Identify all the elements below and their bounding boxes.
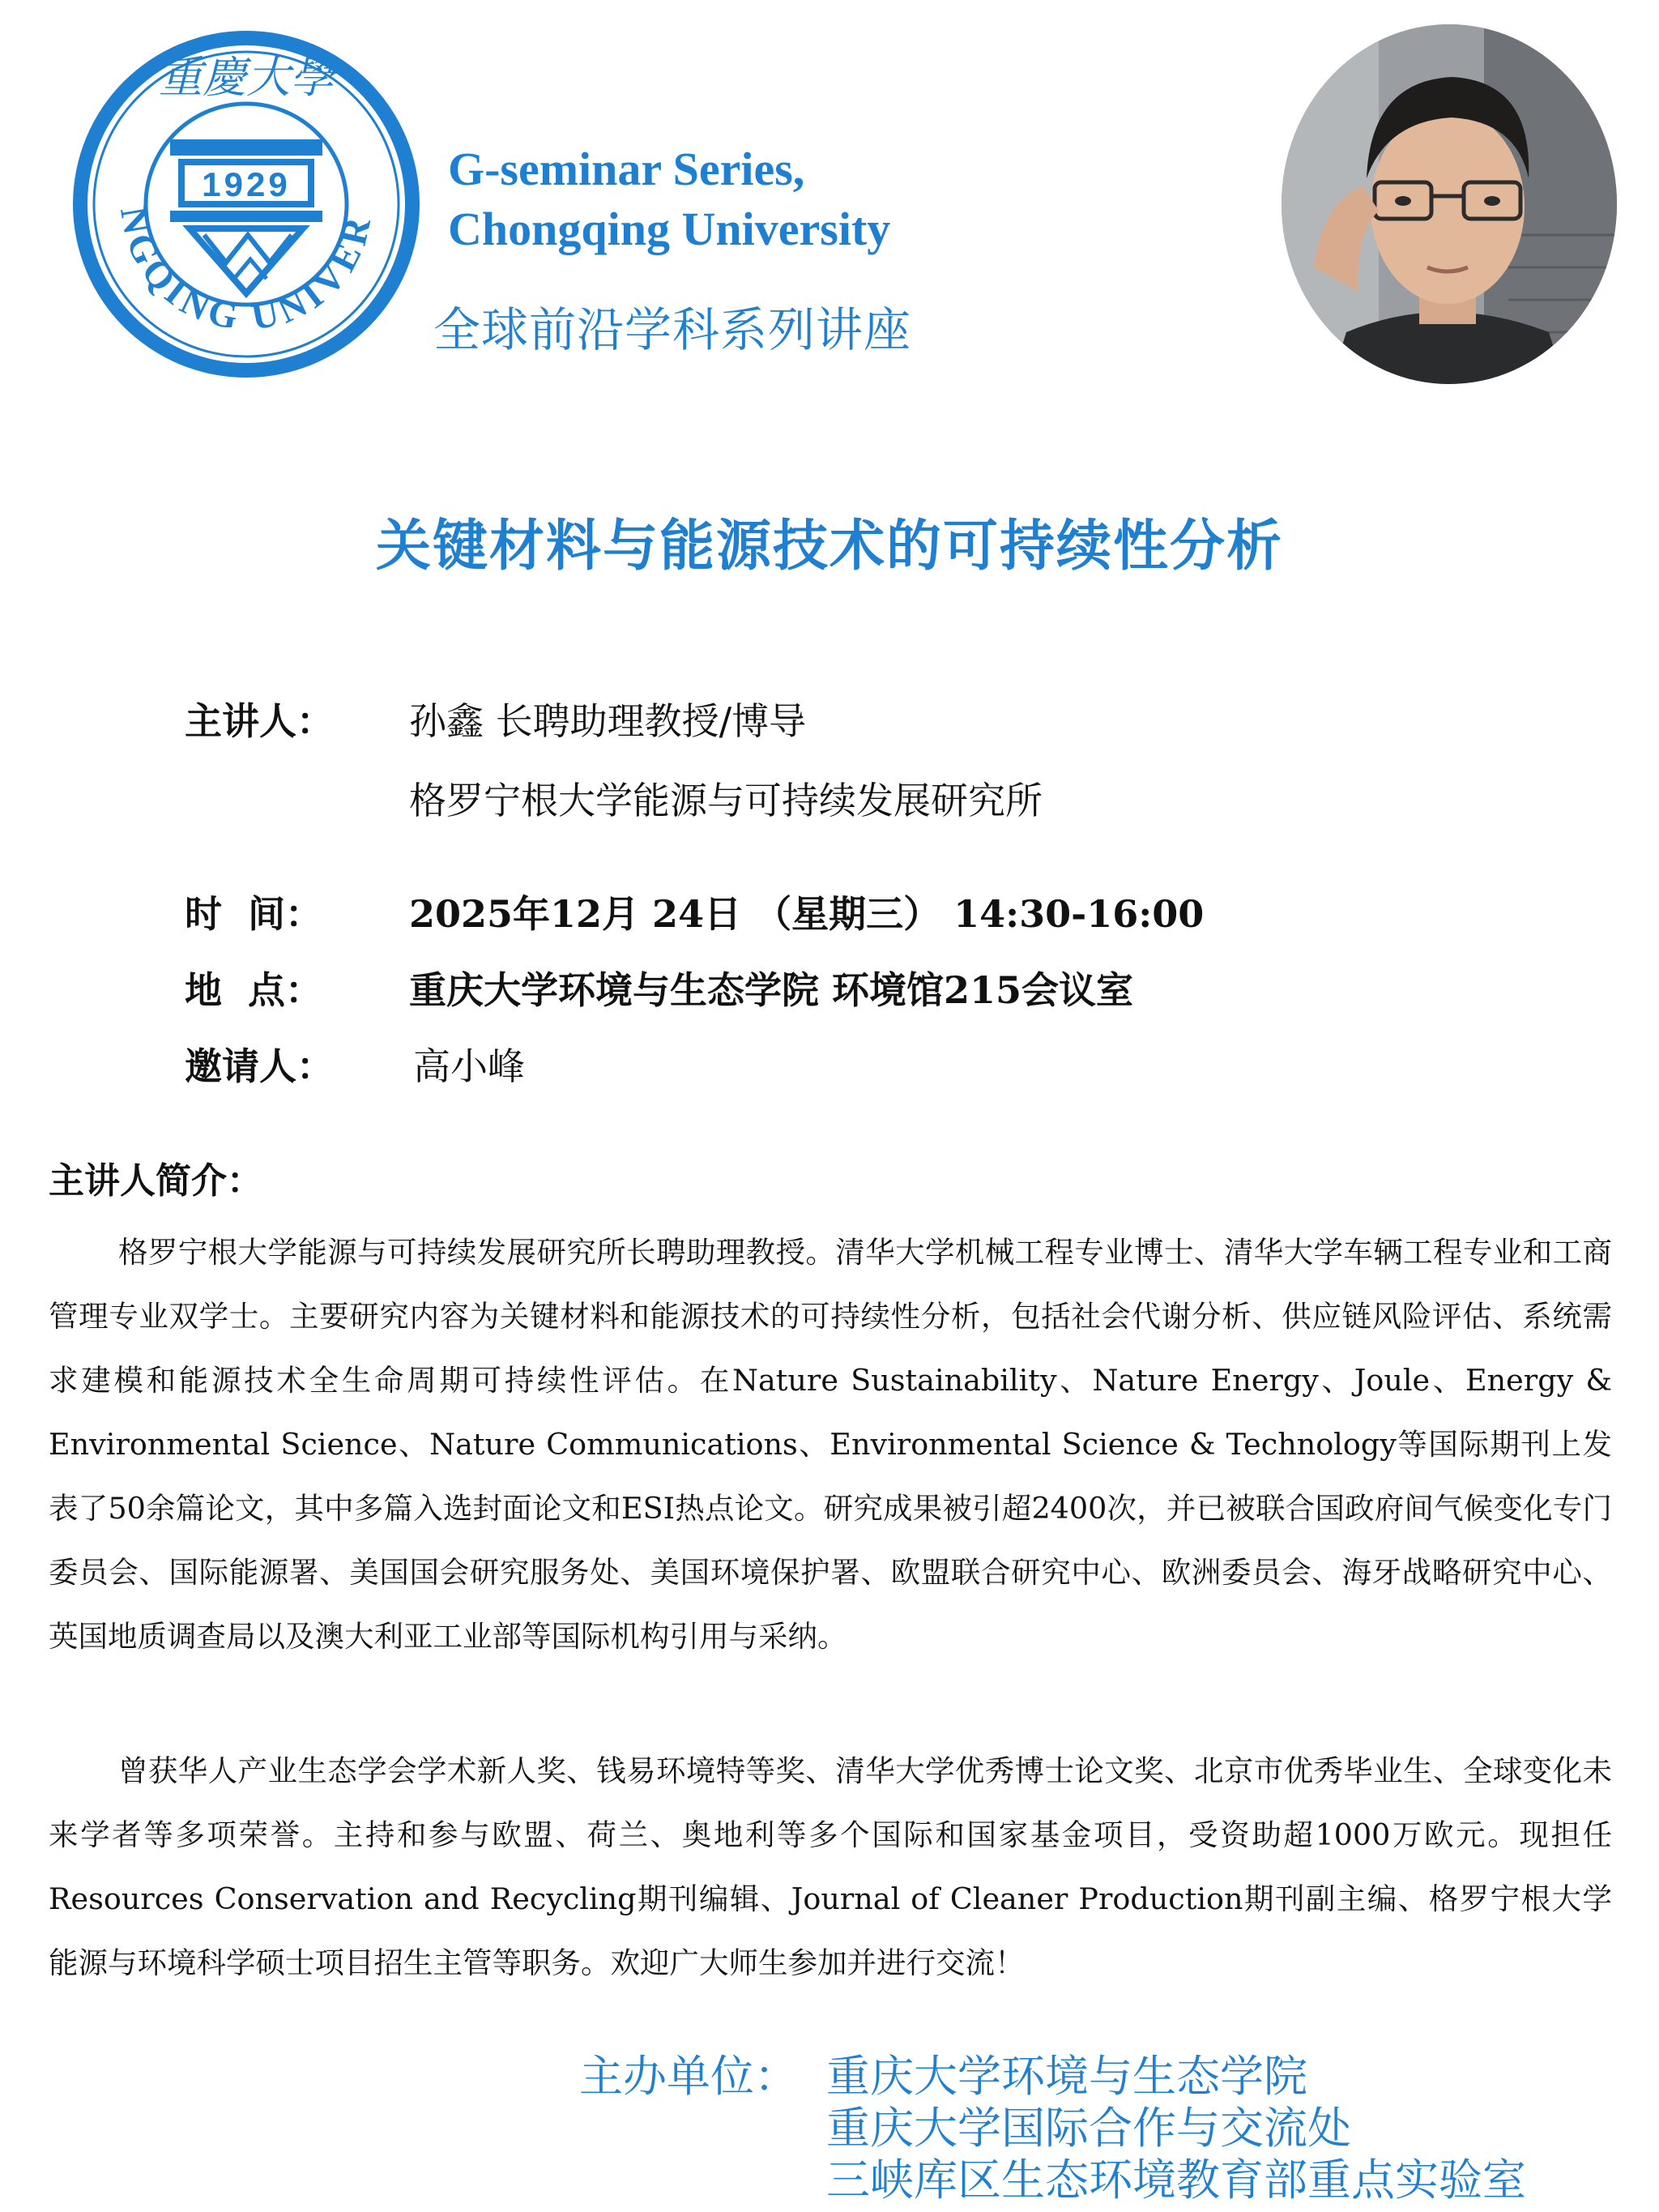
talk-title: 关键材料与能源技术的可持续性分析 — [375, 515, 1283, 579]
inviter-value: 高小峰 — [413, 1044, 525, 1088]
time-label: 时 间： — [185, 892, 323, 936]
logo-ring-text: NGQING UNIVER — [113, 203, 380, 339]
logo-year: 1929 — [202, 165, 291, 203]
organizer-item: 重庆大学环境与生态学院 — [826, 2051, 1307, 2102]
bio-paragraph-1: 格罗宁根大学能源与可持续发展研究所长聘助理教授。清华大学机械工程专业博士、清华大学车辆工程专业和工商管理专业双学士。主要研究内容为关键材料和能源技术的可持续性分析，包括社会代谢分析、供应链风险评估、系统需求建模和能源技术全生命周期可持续性评估。在Nature Sustainability、Nature Energy、Joule、Energy & Environmental Science、Nature Communications、Environmental Science & Technology等国际期刊上发表了50余篇论文，其中多篇入选封面论文和ESI热点论文。研究成果被引超2400次，并已被联合国政府间气候变化专门委员会、国际能源署、美国国会研究服务处、美国环境保护署、欧盟联合研究中心、欧洲委员会、海牙战略研究中心、英国地质调查局以及澳大利亚工业部等国际机构引用与采纳。 — [49, 1235, 1612, 1654]
speaker-name: 孙鑫 长聘助理教授/博导 — [409, 699, 807, 743]
series-title-en-line2: Chongqing University — [448, 203, 891, 255]
place-value: 重庆大学环境与生态学院 环境馆215会议室 — [409, 968, 1134, 1012]
speaker-photo — [1282, 24, 1617, 384]
speaker-label: 主讲人： — [185, 699, 334, 743]
series-title-en — [448, 139, 1015, 259]
place-label: 地 点： — [185, 968, 323, 1012]
organizer-item: 重庆大学国际合作与交流处 — [826, 2103, 1351, 2154]
bio-paragraph-2: 曾获华人产业生态学会学术新人奖、钱易环境特等奖、清华大学优秀博士论文奖、北京市优秀毕业生、全球变化未来学者等多项荣誉。主持和参与欧盟、荷兰、奥地利等多个国际和国家基金项目，受资助超1000万欧元。现担任Resources Conservation and Recycling期刊编辑、Journal of Cleaner Production期刊副主编、格罗宁根大学能源与环境科学硕士项目招生主管等职务。欢迎广大师生参加并进行交流！ — [49, 1753, 1612, 1980]
bio-heading: 主讲人简介： — [49, 1160, 262, 1202]
inviter-label: 邀请人： — [185, 1044, 334, 1088]
university-logo — [68, 26, 424, 382]
series-title-en-line1: G-seminar Series, — [448, 143, 805, 195]
time-value: 2025年12月 24日 （星期三） 14:30-16:00 — [409, 892, 1205, 936]
organizers-label: 主办单位： — [579, 2051, 798, 2102]
organizer-item: 三峡库区生态环境教育部重点实验室 — [826, 2154, 1526, 2206]
speaker-affiliation: 格罗宁根大学能源与可持续发展研究所 — [409, 779, 1043, 822]
logo-calligraphy: 重慶大學 — [159, 52, 334, 103]
series-title-cn: 全球前沿学科系列讲座 — [433, 302, 912, 357]
